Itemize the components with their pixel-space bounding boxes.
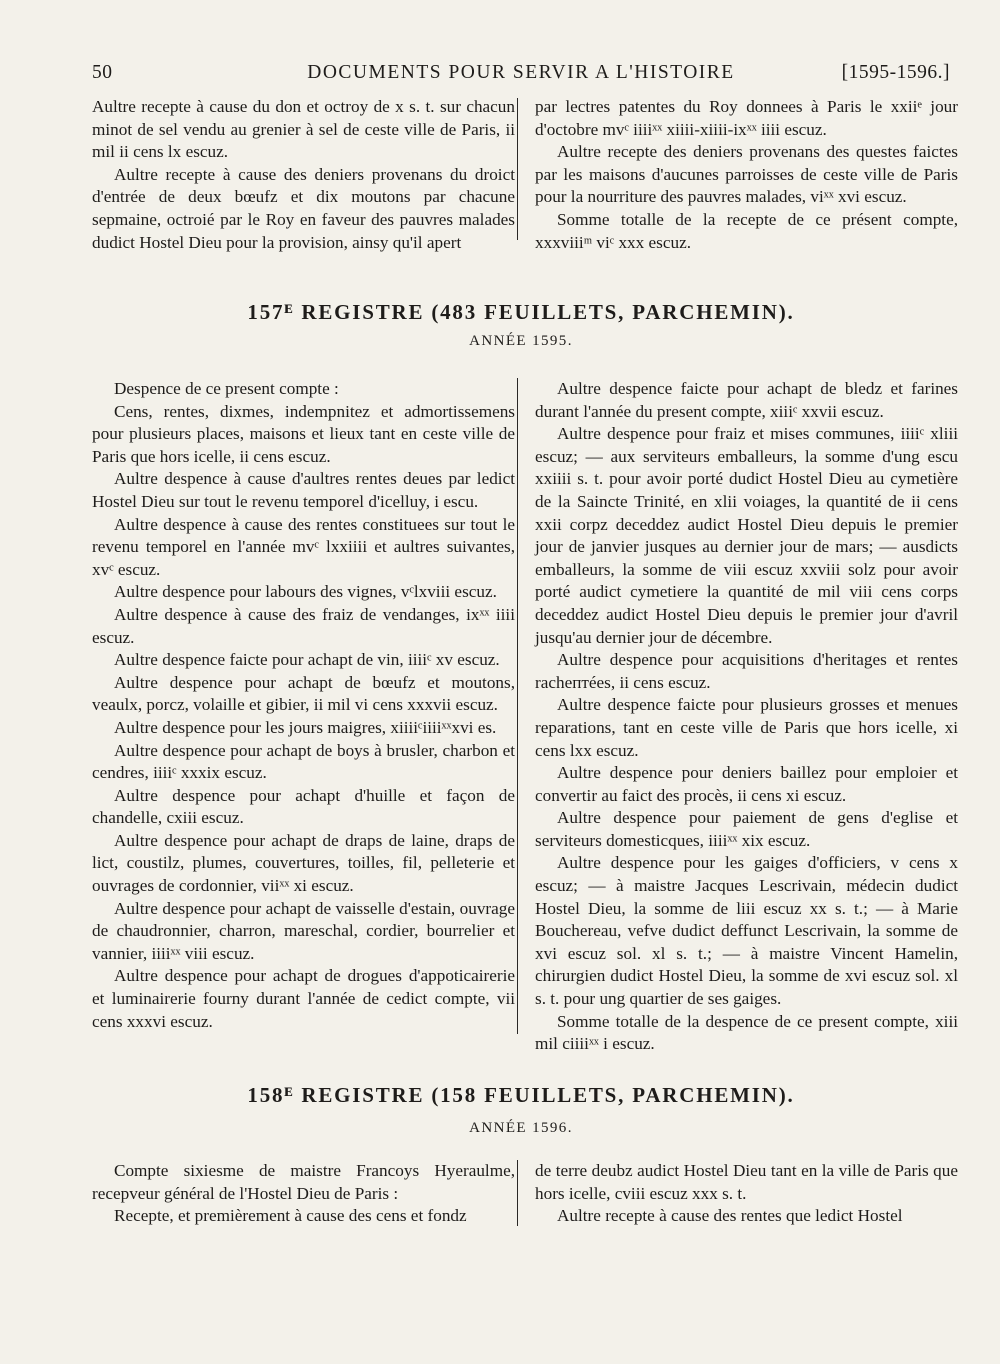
register-158-year: ANNÉE 1596. bbox=[469, 1120, 573, 1136]
register-158-body bbox=[92, 1160, 958, 1232]
paragraph: Aultre despence pour achapt de boys à brusler, charbon et cendres, iiiiᶜ xxxix escuz. bbox=[92, 740, 515, 783]
register-158-left-column bbox=[92, 1160, 515, 1228]
paragraph: Aultre recepte à cause des rentes que ledict Hostel bbox=[557, 1206, 903, 1226]
paragraph: Despence de ce present compte : bbox=[114, 379, 339, 398]
paragraph: Aultre despence pour les gaiges d'officiers, v cens x escuz; — à maistre Jacques Lescrivain, médecin dudict Hostel Dieu, la somme de liii escuz xx s. t.; — à Marie Bouchereau, vefve dudict deffunct Lescrivain, la somme de xvi escuz sol. xl s. t.; — à maistre Vincent Hamelin, chirurgien dudict Hostel Dieu, la somme de xvi escuz sol. xl s. t. pour ung quartier de ses gaiges. bbox=[535, 853, 958, 1009]
paragraph: Aultre despence à cause d'aultres rentes deues par ledict Hostel Dieu sur tout le revenu temporel d'icelluy, i escu. bbox=[92, 469, 515, 511]
paragraph: Aultre despence faicte pour achapt de vin, iiiiᶜ xv escuz. bbox=[114, 650, 500, 670]
paragraph: Aultre despence pour achapt de vaisselle d'estain, ouvrage de chaudronnier, charron, mareschal, cordier, bourrelier et vannier, iiiiˣˣ viii escuz. bbox=[92, 898, 515, 963]
top-right-column bbox=[535, 96, 958, 254]
paragraph: Compte sixiesme de maistre Francoys Hyeraulme, recepveur général de l'Hostel Dieu de Paris : bbox=[92, 1161, 515, 1203]
paragraph: Aultre despence pour labours des vignes, vᶜlxviii escuz. bbox=[114, 582, 497, 602]
paragraph: Aultre despence à cause des rentes constituees sur tout le revenu temporel en l'année mvᶜ lxxiiii et aultres suivantes, xvᶜ escuz. bbox=[92, 514, 515, 579]
register-157-left-column bbox=[92, 378, 515, 1033]
paragraph: Aultre despence pour acquisitions d'heritages et rentes rachептées, ii cens escuz. bbox=[535, 650, 958, 692]
paragraph: Aultre despence pour fraiz et mises communes, iiiiᶜ xliii escuz; — aux serviteurs emballeurs, la somme d'ung escu xxiiii s. t. pour avoir porté dudict Hostel Dieu au cymetière de la Saincte Trinité, en xlii voiages, la quantité de ii cens xxii corpz deceddez audict Hostel Dieu depuis le premier jour de janvier jusques au dernier jour de mars; — ausdicts emballeurs, la somme de viii escuz xxviii solz pour avoir porté audict cymetiere la quantité de mil viii cens corps deceddez audict Hostel Dieu depuis le premier jour d'avril jusqu'au dernier jour de décembre. bbox=[535, 424, 958, 647]
paragraph: Aultre despence pour achapt de bœufz et moutons, veaulx, porcz, volaille et gibier, ii mil vi cens xxxvii escuz. bbox=[92, 672, 515, 715]
date-range: [1595-1596.] bbox=[841, 62, 950, 83]
column-rule bbox=[517, 1160, 518, 1226]
top-left-column bbox=[92, 96, 515, 254]
paragraph: Aultre despence faicte pour plusieurs grosses et menues reparations, tant en ceste ville de Paris que hors icelle, xi cens lxx escuz. bbox=[535, 695, 958, 760]
paragraph: Aultre despence pour les jours maigres, xiiiiᶜiiiiˣˣxvi es. bbox=[114, 717, 497, 737]
register-158-title: 158ᴱ REGISTRE (158 FEUILLETS, PARCHEMIN). bbox=[247, 1083, 795, 1107]
register-157-right-column bbox=[535, 378, 958, 1056]
column-rule bbox=[517, 98, 518, 240]
running-head bbox=[92, 62, 950, 88]
paragraph: par lectres patentes du Roy donnees à Paris le xxiiᵉ jour d'octobre mvᶜ iiiiˣˣ xiiii-xiiii-ixˣˣ iiii escuz. bbox=[535, 97, 958, 139]
paragraph: Aultre recepte à cause du don et octroy de x s. t. sur chacun minot de sel vendu au grenier à sel de ceste ville de Paris, ii mil ii cens lx escuz. bbox=[92, 97, 515, 162]
paragraph: Aultre recepte des deniers provenans des questes faictes par les maisons d'aucunes parroisses de ceste ville de Paris pour la nourriture des pauvres malades, viˣˣ xvi escuz. bbox=[535, 142, 958, 207]
paragraph: Aultre recepte à cause des deniers provenans du droict d'entrée de deux bœufz et dix moutons par chacune sepmaine, octroié par le Roy en faveur des pauvres malades dudict Hostel Dieu pour la provision, ainsy qu'il apert bbox=[92, 164, 515, 252]
paragraph: Aultre despence pour achapt de draps de laine, draps de lict, coustilz, plumes, couvertures, toilles, fil, pelleterie et ouvrages de cordonnier, viiˣˣ xi escuz. bbox=[92, 830, 515, 896]
paragraph: Somme totalle de la despence de ce present compte, xiii mil ciiiiˣˣ i escuz. bbox=[535, 1011, 958, 1054]
paragraph: de terre deubz audict Hostel Dieu tant en la ville de Paris que hors icelle, cviii escuz xxx s. t. bbox=[535, 1161, 958, 1203]
paragraph: Aultre despence faicte pour achapt de bledz et farines durant l'année du present compte, xiiiᶜ xxvii escuz. bbox=[535, 379, 958, 421]
register-157-body bbox=[92, 378, 958, 1054]
paragraph: Aultre despence pour achapt de drogues d'appoticairerie et luminairerie fourny durant l'année de cedict compte, vii cens xxxvi escuz. bbox=[92, 966, 515, 1031]
page-number: 50 bbox=[92, 62, 113, 83]
register-158-right-column bbox=[535, 1160, 958, 1228]
column-rule bbox=[517, 378, 518, 1034]
collection-title: DOCUMENTS POUR SERVIR A L'HISTOIRE bbox=[307, 62, 735, 83]
paragraph: Aultre despence pour paiement de gens d'eglise et serviteurs domesticques, iiiiˣˣ xix escuz. bbox=[535, 808, 958, 850]
paragraph: Somme totalle de la recepte de ce présent compte, xxxviiiᵐ viᶜ xxx escuz. bbox=[535, 209, 958, 252]
register-157-title: 157ᴱ REGISTRE (483 FEUILLETS, PARCHEMIN). bbox=[247, 300, 795, 324]
top-section bbox=[92, 96, 958, 252]
paragraph: Aultre despence pour achapt d'huille et façon de chandelle, cxiii escuz. bbox=[92, 785, 515, 828]
paragraph: Cens, rentes, dixmes, indempnitez et admortissemens pour plusieurs places, maisons et lieux tant en ceste ville de Paris que hors icelle, ii cens escuz. bbox=[92, 401, 515, 466]
register-157-year: ANNÉE 1595. bbox=[469, 333, 573, 349]
paragraph: Recepte, et premièrement à cause des cens et fondz bbox=[114, 1206, 467, 1226]
paragraph: Aultre despence pour deniers baillez pour emploier et convertir au faict des procès, ii cens xi escuz. bbox=[535, 763, 958, 805]
paragraph: Aultre despence à cause des fraiz de vendanges, ixˣˣ iiii escuz. bbox=[92, 604, 515, 647]
